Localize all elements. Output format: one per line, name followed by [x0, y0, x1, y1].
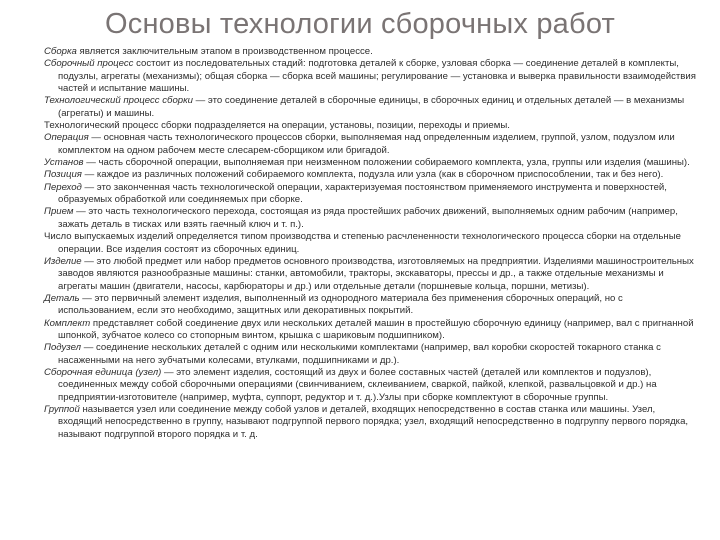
paragraph-text: Технологический процесс сборки подразделяется на операции, установы, позиции, переходы и приемы. [44, 120, 510, 132]
term: Операция [44, 132, 89, 144]
term: Группой [44, 403, 80, 415]
paragraph-group [44, 404, 696, 441]
paragraph-text: — это часть технологического перехода, состоящая из ряда простейших рабочих движений, выполняемых одним рабочим (например, зажать деталь в тисках или взять гаечный ключ и т. п.). [58, 206, 678, 230]
paragraph-position [44, 169, 696, 181]
paragraph-subassembly [44, 342, 696, 367]
paragraph-text: — это любой предмет или набор предметов основного производства, изготовляемых на предприятии. Изделиями машиностроительных заводов являются разнообразные машины: станки, автомобили, тракторы, экскаваторы, прессы и др., а также отдельные механизмы и агрегаты машин (двигатели, насосы, карбюраторы и др.) или отдельные детали (поршневые кольца, поршни, метизы). [58, 255, 694, 292]
paragraph-text: — это законченная часть технологической операции, характеризуемая постоянством применяемого инструмента и поверхностей, образуемых обработкой или соединяемых при сборке. [58, 181, 667, 206]
paragraph-quantity [44, 231, 696, 256]
paragraph-operation [44, 132, 696, 157]
term: Подузел [44, 342, 82, 354]
paragraph-text: — это элемент изделия, состоящий из двух и более составных частей (деталей или комплектов и подузлов), соединенных между собой сборочными операциями (свинчиванием, склеиванием, сваркой, пайкой, клепкой, развальцовкой и др.) на предприятии-изготовителе (например, муфта, суппорт, редуктор и т. д.).Узлы при сборке комплектуют в сборочные группы. [58, 366, 657, 403]
term: Сборочная единица (узел) [44, 366, 162, 378]
paragraph-part [44, 293, 696, 318]
paragraph-assembly [44, 46, 696, 58]
paragraph-subdivision [44, 120, 696, 132]
paragraph-transition [44, 182, 696, 207]
paragraph-text: — каждое из различных положений собираемого комплекта, подузла или узла (как в сборочном приспособлении, так и без него). [81, 169, 664, 181]
paragraph-assembly-unit [44, 367, 696, 404]
term: Сборочный процесс [44, 58, 134, 70]
paragraph-kit [44, 318, 696, 343]
paragraph-text: Число выпускаемых изделий определяется типом производства и степенью расчлененности технологического процесса сборки на отдельные операции. Все изделия состоят из сборочных единиц. [44, 231, 681, 255]
paragraph-text: состоит из последовательных стадий: подготовка деталей к сборке, узловая сборка — соединение деталей в комплекты, подузлы, агрегаты (механизмы); общая сборка — сборка всей машины; регулирование — установка и выверка правильности взаимодействия частей и испытание машины. [58, 58, 696, 95]
paragraph-assembly-process [44, 58, 696, 95]
paragraph-technique [44, 206, 696, 231]
slide-title: Основы технологии сборочных работ [105, 8, 615, 40]
paragraph-setup [44, 157, 696, 169]
term: Установ [44, 157, 84, 169]
paragraph-tech-process [44, 95, 696, 120]
paragraph-text: называется узел или соединение между собой узлов и деталей, входящих непосредственно в состав станка или машины. Узел, входящий непосредственно в группу, называют подгруппой первого порядка; узел, входящий непосредственно в подгруппу первого порядка, называют подгруппой второго порядка и т. д. [58, 403, 689, 440]
term: Прием [44, 206, 74, 218]
paragraph-text: — это первичный элемент изделия, выполненный из однородного материала без применения сборочных операций, но с использованием, если это необходимо, защитных или декоративных покрытий. [58, 292, 623, 317]
term: Позиция [44, 169, 82, 181]
paragraph-text: — часть сборочной операции, выполняемая при неизменном положении собираемого комплекта, узла, группы или изделия (машины). [83, 157, 690, 169]
paragraph-text: — это соединение деталей в сборочные единицы, в сборочных единиц и отдельных деталей — в механизмы (агрегаты) и машины. [58, 95, 685, 119]
paragraph-product [44, 256, 696, 293]
term: Комплект [44, 317, 91, 329]
paragraph-text: представляет собой соединение двух или нескольких деталей машин в простейшую сборочную единицу (например, вал с пригнанной шпонкой, зубчатое колесо со стопорным винтом, крышка с шариковым подшипником). [58, 317, 694, 341]
term: Переход [44, 181, 82, 193]
paragraph-text: — соединение нескольких деталей с одним или несколькими комплектами (например, вал коробки скоростей токарного станка с насаженными на него зубчатыми колесами, втулками, подшипниками и др.). [58, 342, 661, 366]
slide-body [44, 46, 696, 441]
paragraph-text: — основная часть технологического процессов сборки, выполняемая над определенным изделием, группой, узлом, подузлом или комплектом на одном рабочем месте слесарем-сборщиком или бригадой. [58, 132, 675, 156]
term: Сборка [44, 46, 77, 57]
term: Изделие [44, 255, 82, 267]
paragraph-text: является заключительным этапом в производственном процессе. [76, 46, 373, 57]
term: Технологический процесс сборки [44, 95, 193, 107]
term: Деталь [44, 292, 80, 304]
